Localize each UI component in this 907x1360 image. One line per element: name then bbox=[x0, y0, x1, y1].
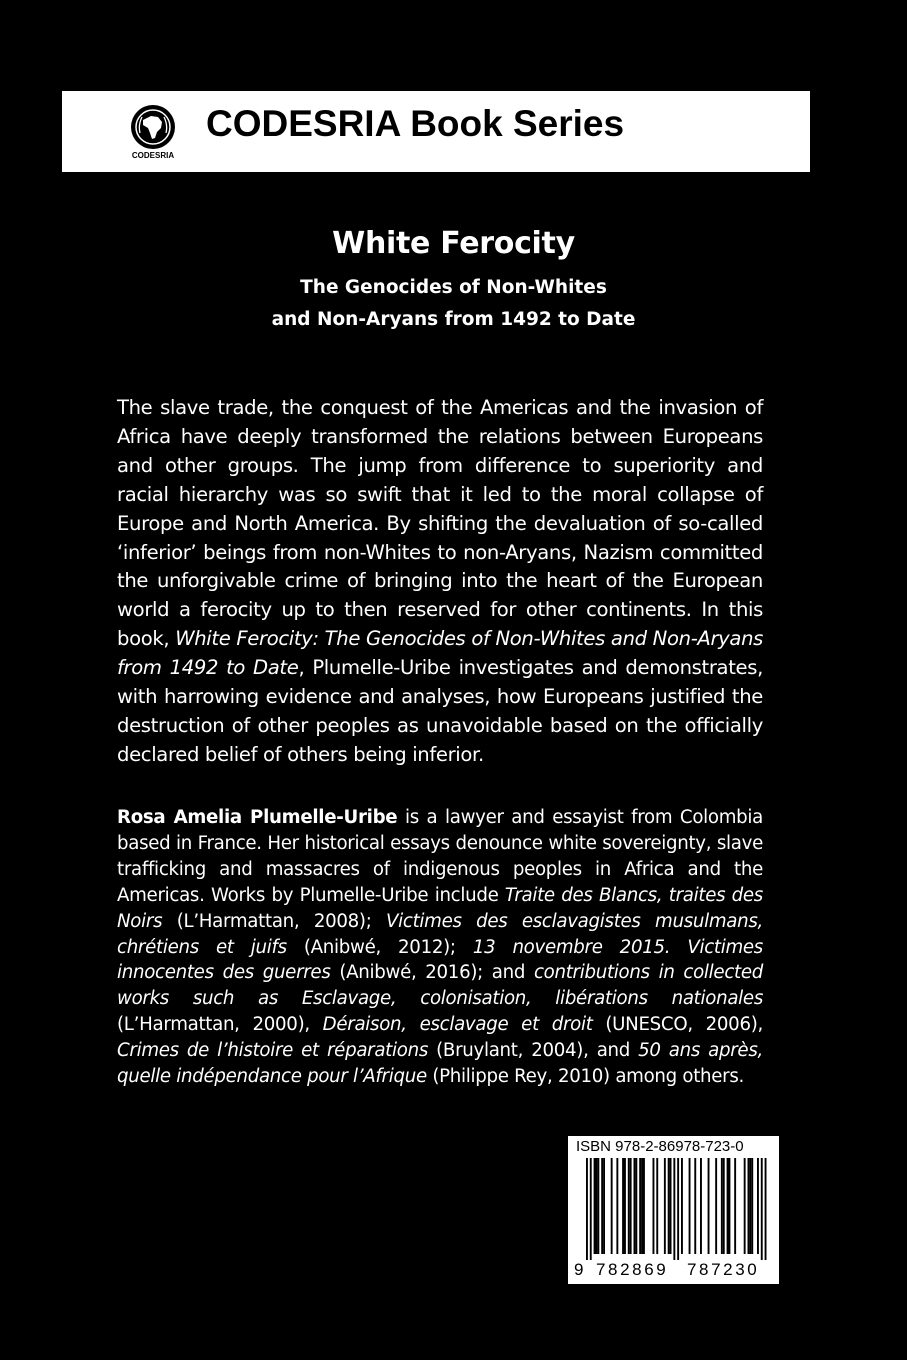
bio-work-title: 13 novembre 2015. Victimes innocentes des guerres bbox=[117, 936, 763, 984]
barcode-bar bbox=[748, 1158, 750, 1254]
barcode-bar bbox=[700, 1158, 702, 1254]
barcode-bar bbox=[653, 1158, 655, 1254]
barcode-bar bbox=[639, 1158, 641, 1254]
barcode-bar bbox=[656, 1158, 658, 1254]
bio-text: (Bruylant, 2004), and bbox=[428, 1040, 639, 1062]
author-name: Rosa Amelia Plumelle-Uribe bbox=[117, 807, 398, 828]
barcode-bar bbox=[603, 1158, 605, 1254]
barcode-bar bbox=[757, 1158, 759, 1254]
barcode-bar bbox=[677, 1158, 679, 1260]
isbn-label: ISBN 978-2-86978-723-0 bbox=[576, 1138, 744, 1155]
bio-text: (Anibwé, 2012); bbox=[286, 936, 473, 958]
book-subtitle-line1: The Genocides of Non-Whites bbox=[300, 277, 607, 298]
barcode-bar bbox=[635, 1158, 637, 1254]
barcode-bar bbox=[689, 1158, 691, 1254]
bio-work-title: Traite des Blancs, traites des Noirs bbox=[117, 884, 763, 932]
barcode-bar bbox=[721, 1158, 723, 1254]
barcode-bar bbox=[715, 1158, 717, 1254]
barcode-bar bbox=[673, 1158, 675, 1260]
barcode-bar bbox=[590, 1158, 592, 1260]
bio-text: is a lawyer and essayist from Colombia based in France. Her historical essays denounce white sovereignty, slave trafficking and massacres of indigenous peoples in Africa and the Americas. Works by Plumelle-Uribe include bbox=[117, 807, 763, 906]
book-description bbox=[117, 394, 763, 770]
codesria-logo bbox=[127, 101, 179, 165]
barcode-bar bbox=[630, 1158, 632, 1254]
barcode-bar bbox=[594, 1158, 596, 1254]
barcode-bar bbox=[624, 1158, 626, 1254]
description-text: The slave trade, the conquest of the Americas and the invasion of Africa have deeply transformed the relations between Europeans and other groups. The jump from difference to superiority and racial hierarchy was so swift that it led to the moral collapse of Europe and North America. By shifting the devaluation of so-called ‘inferior’ beings from non-Whites to non-Aryans, Nazism committed the unforgivable crime of bringing into the heart of the European world a ferocity up to then reserved for other continents. In this book, bbox=[117, 396, 763, 651]
barcode-bar bbox=[723, 1158, 725, 1254]
bio-text: (Philippe Rey, 2010) among others. bbox=[426, 1066, 744, 1088]
description-text-end: , Plumelle-Uribe investigates and demonstrates, with harrowing evidence and analyses, how Europeans justified the destruction of other peoples as unavoidable based on the officially declared belief of others being inferior. bbox=[117, 656, 763, 766]
barcode-bar bbox=[729, 1158, 731, 1254]
barcode-bar bbox=[643, 1158, 645, 1254]
barcode-bar bbox=[586, 1158, 588, 1260]
barcode-bar bbox=[744, 1158, 746, 1254]
barcode-bar bbox=[670, 1158, 672, 1254]
bio-work-title: 50 ans après, quelle indépendance pour l’Afrique bbox=[117, 1040, 763, 1088]
barcode-bar bbox=[765, 1158, 767, 1260]
bio-work-title: Déraison, esclavage et droit bbox=[322, 1014, 593, 1036]
bio-text: (L’Harmattan, 2000), bbox=[117, 1014, 323, 1036]
barcode-bar bbox=[734, 1158, 736, 1254]
barcode-bar bbox=[616, 1158, 618, 1254]
ean-left-group: 782869 bbox=[596, 1260, 669, 1279]
barcode-bar bbox=[664, 1158, 666, 1254]
book-subtitle-line2: and Non-Aryans from 1492 to Date bbox=[271, 309, 636, 330]
barcode-bar bbox=[634, 1158, 636, 1254]
bio-work-title: Crimes de l’histoire et réparations bbox=[117, 1040, 428, 1062]
bio-work-title: Victimes des esclavagistes musulmans, chrétiens et juifs bbox=[117, 910, 763, 958]
description-book-title: White Ferocity: The Genocides of Non-Whites and Non-Aryans from 1492 to Date bbox=[117, 627, 764, 680]
barcode-bar bbox=[597, 1158, 599, 1254]
barcode-bar bbox=[708, 1158, 710, 1254]
barcode-bar bbox=[668, 1158, 670, 1254]
barcode-bar bbox=[751, 1158, 753, 1254]
bio-text: (L’Harmattan, 2008); bbox=[162, 910, 386, 932]
ean-digits bbox=[572, 1260, 775, 1282]
africa-emblem-icon bbox=[127, 101, 179, 153]
barcode-bar bbox=[749, 1158, 751, 1254]
bio-text: (UNESCO, 2006), bbox=[592, 1014, 763, 1036]
bio-text: (Anibwé, 2016); and bbox=[330, 962, 534, 984]
barcode-bar bbox=[611, 1158, 613, 1254]
barcode-bar bbox=[601, 1158, 603, 1254]
book-title: White Ferocity bbox=[332, 226, 575, 261]
barcode-bar bbox=[641, 1158, 643, 1254]
bio-work-title: contributions in collected works such as Esclavage, colonisation, libérations nationales bbox=[117, 962, 763, 1010]
series-banner bbox=[62, 91, 810, 172]
logo-caption: CODESRIA bbox=[131, 151, 175, 160]
barcode-bar bbox=[628, 1158, 630, 1254]
barcode-bar bbox=[622, 1158, 624, 1254]
barcode-bar bbox=[596, 1158, 598, 1254]
barcode-bar bbox=[694, 1158, 696, 1254]
barcode-bar bbox=[727, 1158, 729, 1254]
barcode-bar bbox=[681, 1158, 683, 1254]
barcode-bars bbox=[572, 1158, 775, 1260]
barcode-bar bbox=[761, 1158, 763, 1260]
isbn-barcode bbox=[568, 1136, 779, 1284]
ean-right-group: 787230 bbox=[687, 1260, 760, 1279]
ean-first-digit: 9 bbox=[574, 1260, 584, 1279]
series-title: CODESRIA Book Series bbox=[206, 103, 625, 144]
author-bio bbox=[117, 805, 763, 1090]
